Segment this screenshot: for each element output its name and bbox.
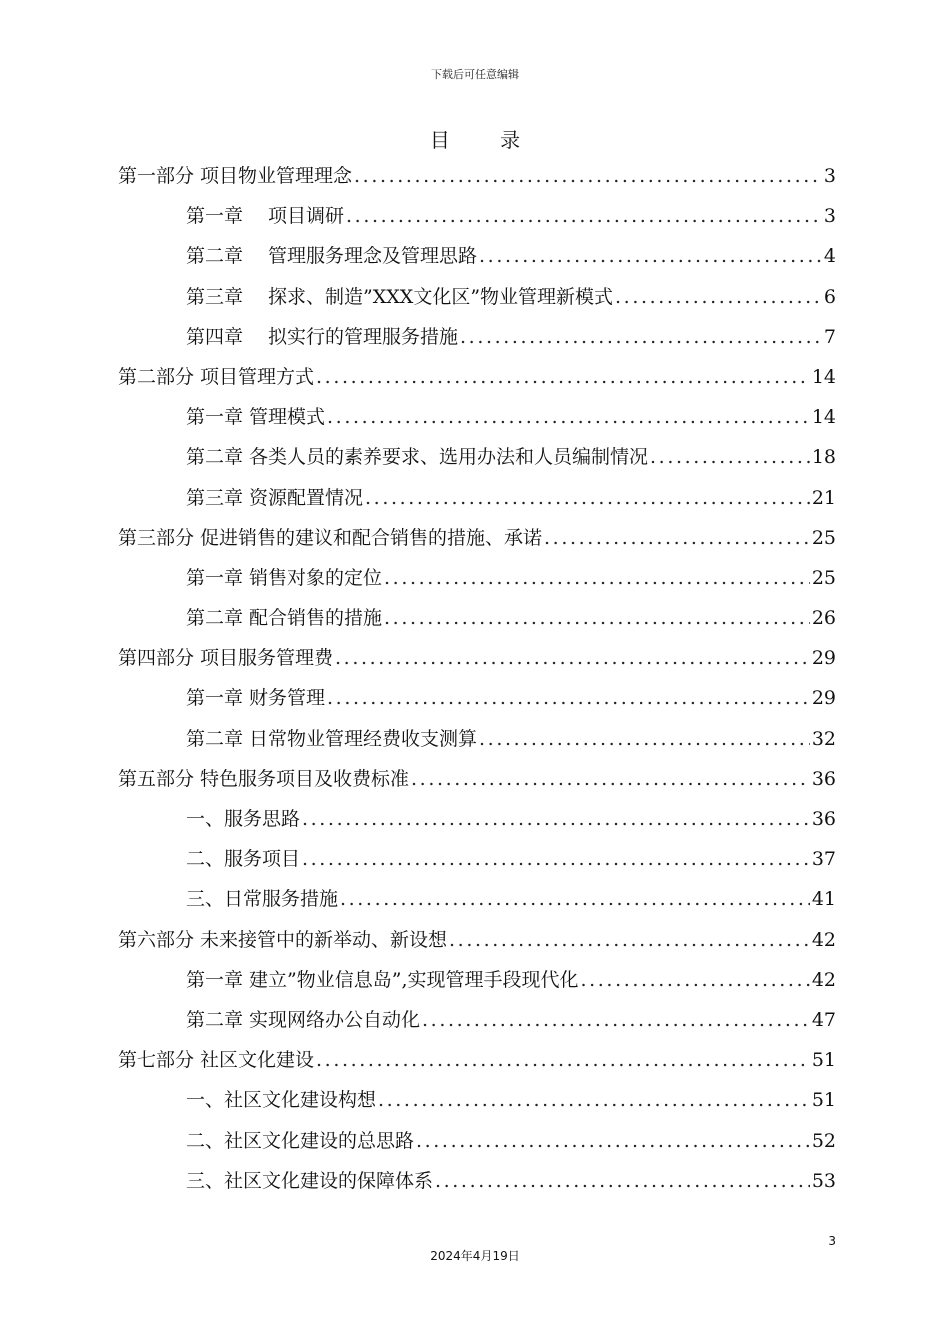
toc-entry-page: 29: [811, 647, 836, 670]
page-header: 下载后可任意编辑: [431, 68, 519, 81]
toc-entry-title: 第一章 管理模式: [186, 406, 326, 429]
toc-entry-title: 第一章 财务管理: [186, 687, 326, 710]
toc-entry-page: 14: [811, 365, 836, 388]
page-number: 3: [828, 1234, 836, 1248]
toc-dot-leader: [460, 317, 822, 357]
toc-dot-leader: [378, 1080, 810, 1120]
toc-part-entry[interactable]: [118, 357, 836, 397]
toc-entry-title: 第三部分 促进销售的建议和配合销售的措施、承诺: [118, 526, 543, 549]
toc-dot-leader: [422, 1000, 810, 1040]
page-footer-date: 2024年4月19日: [430, 1249, 520, 1263]
toc-entry-page: 3: [823, 165, 836, 187]
toc-entry-title: 一、社区文化建设构想: [186, 1089, 377, 1112]
toc-chapter-entry[interactable]: [118, 1161, 836, 1201]
toc-chapter-entry[interactable]: [118, 799, 836, 839]
toc-chapter-entry[interactable]: [118, 196, 836, 236]
toc-part-entry[interactable]: [118, 1040, 836, 1080]
toc-dot-leader: [384, 558, 810, 598]
toc-dot-leader: [327, 397, 810, 437]
toc-chapter-entry[interactable]: [118, 277, 836, 317]
toc-part-entry[interactable]: [118, 920, 836, 960]
toc-dot-leader: [316, 1040, 810, 1080]
toc-entry-title: 第二章 管理服务理念及管理思路: [186, 245, 478, 268]
toc-entry-page: 21: [811, 486, 836, 509]
toc-chapter-entry[interactable]: [118, 960, 836, 1000]
toc-entry-title: 二、服务项目: [186, 848, 301, 871]
toc-dot-leader: [340, 879, 810, 919]
toc-entry-title: 第一章 建立”物业信息岛”,实现管理手段现代化: [186, 968, 579, 991]
toc-dot-leader: [302, 839, 810, 879]
toc-chapter-entry[interactable]: [118, 839, 836, 879]
toc-entry-title: 第二部分 项目管理方式: [118, 365, 315, 388]
toc-dot-leader: [435, 1161, 810, 1201]
toc-chapter-entry[interactable]: [118, 437, 836, 477]
toc-entry-title: 第二章 日常物业管理经费收支测算: [186, 727, 478, 750]
toc-dot-leader: [354, 156, 822, 196]
toc-entry-page: 3: [823, 205, 836, 228]
toc-dot-leader: [411, 759, 810, 799]
toc-entry-page: 41: [811, 888, 836, 911]
toc-dot-leader: [449, 920, 810, 960]
toc-dot-leader: [479, 719, 810, 759]
toc-entry-page: 51: [811, 1089, 836, 1112]
toc-dot-leader: [327, 678, 810, 718]
toc-dot-leader: [365, 478, 810, 518]
toc-dot-leader: [335, 638, 810, 678]
toc-part-entry[interactable]: [118, 156, 836, 196]
toc-entry-title: 第二章 配合销售的措施: [186, 607, 383, 630]
toc-entry-page: 6: [823, 285, 836, 308]
toc-entry-title: 第二章 实现网络办公自动化: [186, 1008, 421, 1031]
toc-dot-leader: [581, 960, 810, 1000]
toc-title: 目 录: [429, 128, 543, 152]
toc-entry-page: 36: [811, 767, 836, 790]
toc-chapter-entry[interactable]: [118, 1080, 836, 1120]
toc-entry-title: 第四部分 项目服务管理费: [118, 647, 334, 670]
toc-entry-title: 二、社区文化建设的总思路: [186, 1129, 415, 1152]
toc-entry-page: 26: [811, 607, 836, 630]
toc-chapter-entry[interactable]: [118, 236, 836, 276]
toc-entry-page: 29: [811, 687, 836, 710]
toc-dot-leader: [479, 236, 822, 276]
table-of-contents: [118, 156, 836, 1201]
toc-dot-leader: [615, 277, 822, 317]
toc-part-entry[interactable]: [118, 638, 836, 678]
toc-chapter-entry[interactable]: [118, 558, 836, 598]
toc-entry-title: 第三章 探求、制造”XXX文化区”物业管理新模式: [186, 285, 614, 308]
toc-dot-leader: [316, 357, 810, 397]
toc-entry-title: 第七部分 社区文化建设: [118, 1049, 315, 1072]
toc-entry-title: 第六部分 未来接管中的新举动、新设想: [118, 928, 448, 951]
toc-entry-page: 25: [811, 526, 836, 549]
toc-entry-page: 42: [811, 928, 836, 951]
toc-entry-title: 三、日常服务措施: [186, 888, 339, 911]
toc-entry-page: 51: [811, 1049, 836, 1072]
toc-chapter-entry[interactable]: [118, 719, 836, 759]
toc-chapter-entry[interactable]: [118, 879, 836, 919]
toc-entry-title: 三、社区文化建设的保障体系: [186, 1169, 434, 1192]
toc-entry-page: 53: [811, 1169, 836, 1192]
toc-entry-title: 第二章 各类人员的素养要求、选用办法和人员编制情况: [186, 446, 649, 469]
toc-chapter-entry[interactable]: [118, 598, 836, 638]
toc-entry-title: 一、服务思路: [186, 808, 301, 830]
toc-dot-leader: [650, 437, 810, 477]
toc-chapter-entry[interactable]: [118, 317, 836, 357]
toc-part-entry[interactable]: [118, 518, 836, 558]
toc-entry-page: 37: [811, 848, 836, 871]
toc-entry-page: 7: [823, 325, 836, 348]
toc-entry-title: 第四章 拟实行的管理服务措施: [186, 325, 459, 348]
toc-chapter-entry[interactable]: [118, 397, 836, 437]
toc-chapter-entry[interactable]: [118, 678, 836, 718]
toc-entry-title: 第一章 项目调研: [186, 205, 345, 228]
toc-entry-title: 第五部分 特色服务项目及收费标准: [118, 767, 410, 790]
toc-entry-title: 第一章 销售对象的定位: [186, 566, 383, 589]
toc-entry-page: 36: [811, 808, 836, 830]
toc-part-entry[interactable]: [118, 759, 836, 799]
toc-entry-page: 32: [811, 727, 836, 750]
toc-entry-page: 18: [811, 446, 836, 469]
toc-dot-leader: [346, 196, 822, 236]
toc-chapter-entry[interactable]: [118, 1000, 836, 1040]
toc-dot-leader: [384, 598, 810, 638]
toc-chapter-entry[interactable]: [118, 478, 836, 518]
toc-dot-leader: [544, 518, 810, 558]
toc-entry-page: 47: [811, 1008, 836, 1031]
toc-entry-page: 25: [811, 566, 836, 589]
toc-entry-page: 42: [811, 968, 836, 991]
toc-chapter-entry[interactable]: [118, 1121, 836, 1161]
toc-dot-leader: [416, 1121, 810, 1161]
toc-entry-page: 14: [811, 406, 836, 429]
toc-entry-page: 4: [823, 245, 836, 268]
toc-entry-page: 52: [811, 1129, 836, 1152]
toc-entry-title: 第一部分 项目物业管理理念: [118, 165, 353, 187]
toc-entry-title: 第三章 资源配置情况: [186, 486, 364, 509]
toc-dot-leader: [302, 799, 810, 839]
